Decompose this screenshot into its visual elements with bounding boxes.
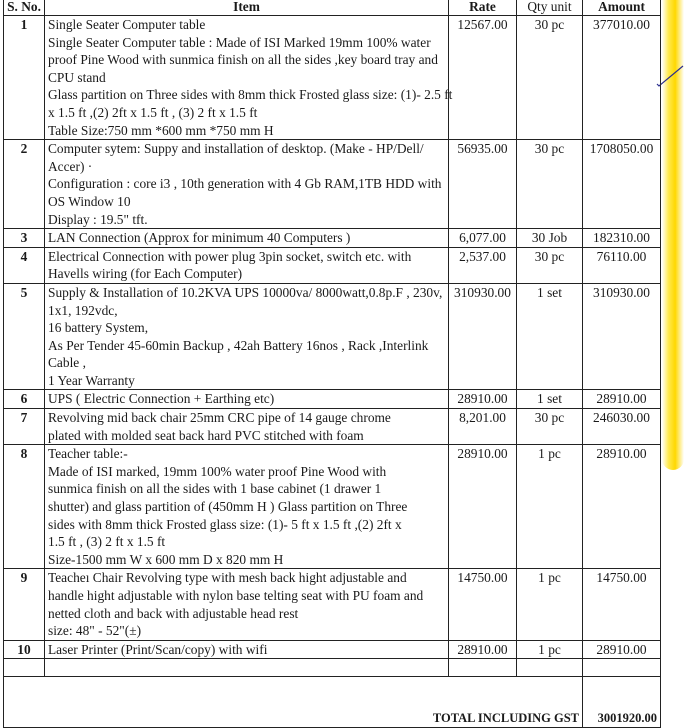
- row-item-description: [45, 16, 453, 140]
- table-row: [4, 569, 661, 640]
- bill-of-quantities-table: [3, 0, 661, 728]
- row-amount: 28910.00: [583, 390, 661, 409]
- total-label: TOTAL INCLUDING GST: [4, 677, 583, 728]
- item-line: sides with 8mm thick Frosted glass size: (1)- 5 ft x 1.5 ft ,(2) 2ft x: [48, 516, 402, 532]
- total-row: [4, 677, 661, 728]
- item-line: 1x1, 192vdc,: [48, 302, 118, 318]
- blank-cell: [4, 659, 45, 677]
- row-qty-unit: 1 set: [517, 283, 583, 390]
- row-rate: 28910.00: [449, 445, 517, 569]
- item-line: Electrical Connection with power plug 3pin socket, switch etc. with: [48, 248, 412, 264]
- row-qty-unit: 30 pc: [517, 16, 583, 140]
- item-line: OS Window 10: [48, 193, 131, 209]
- blank-cell: [45, 659, 449, 677]
- row-amount: 14750.00: [583, 569, 661, 640]
- item-line: LAN Connection (Approx for minimum 40 Computers ): [48, 230, 351, 246]
- row-sno: 2: [4, 140, 45, 229]
- item-line: proof Pine Wood with sunmica finish on all the sides ,key board tray and: [48, 52, 438, 68]
- table-row: [4, 247, 661, 283]
- row-sno: 1: [4, 16, 45, 140]
- item-line: Display : 19.5" tft.: [48, 211, 148, 227]
- item-line: Made of ISI marked, 19mm 100% water proof Pine Wood with: [48, 463, 387, 479]
- row-qty-unit: 1 pc: [517, 569, 583, 640]
- row-qty-unit: 30 pc: [517, 247, 583, 283]
- row-sno: 10: [4, 640, 45, 659]
- table-row: [4, 283, 661, 390]
- row-qty-unit: 30 pc: [517, 409, 583, 445]
- table-row: [4, 390, 661, 409]
- item-line: Glass partition on Three sides with 8mm thick Frosted glass size: (1)- 2.5 ft: [48, 87, 453, 103]
- item-line: Revolving mid back chair 25mm CRC pipe of 14 gauge chrome: [48, 410, 391, 426]
- header-sno: S. No.: [4, 0, 45, 16]
- row-amount: 310930.00: [583, 283, 661, 390]
- row-sno: 7: [4, 409, 45, 445]
- item-line: Computer sytem: Suppy and installation of desktop. (Make - HP/Dell/: [48, 141, 424, 157]
- row-item-description: [45, 140, 449, 229]
- item-line: shutter) and glass partition of (450mm H ) Glass partition on Three: [48, 499, 408, 515]
- header-rate: Rate: [449, 0, 517, 16]
- row-qty-unit: 30 pc: [517, 140, 583, 229]
- table-row: [4, 229, 661, 248]
- item-line: Supply & Installation of 10.2KVA UPS 10000va/ 8000watt,0.8p.F , 230v,: [48, 284, 443, 300]
- row-rate: 14750.00: [449, 569, 517, 640]
- row-item-description: [45, 390, 449, 409]
- item-line: Configuration : core i3 , 10th generation with 4 Gb RAM,1TB HDD with: [48, 176, 442, 192]
- row-rate: 28910.00: [449, 640, 517, 659]
- row-rate: 2,537.00: [449, 247, 517, 283]
- item-line: 16 battery System,: [48, 320, 149, 336]
- item-line: UPS ( Electric Connection + Earthing etc): [48, 391, 275, 407]
- item-line: handle hight adjustable with nylon base telting seat with PU foam and: [48, 588, 424, 603]
- blank-cell: [583, 659, 661, 677]
- item-line: Single Seater Computer table: [48, 17, 206, 32]
- row-rate: 28910.00: [449, 390, 517, 409]
- row-qty-unit: 1 set: [517, 390, 583, 409]
- row-amount: 246030.00: [583, 409, 661, 445]
- row-sno: 3: [4, 229, 45, 248]
- row-amount: 76110.00: [583, 247, 661, 283]
- header-qty: Qty unit: [517, 0, 583, 16]
- row-item-description: [45, 229, 449, 248]
- row-rate: 12567.00: [449, 16, 517, 140]
- row-item-description: [45, 247, 449, 283]
- item-line: 1.5 ft , (3) 2 ft x 1.5 ft: [48, 534, 166, 550]
- item-line: Cable ,: [48, 355, 86, 371]
- blank-cell: [517, 659, 583, 677]
- row-item-description: [45, 640, 449, 659]
- item-line: 1 Year Warranty: [48, 372, 135, 388]
- row-item-description: [45, 569, 449, 640]
- row-sno: 6: [4, 390, 45, 409]
- item-line: Laser Printer (Print/Scan/copy) with wifi: [48, 641, 268, 657]
- item-line: As Per Tender 45-60min Backup , 42ah Battery 16nos , Rack ,Interlink: [48, 337, 429, 353]
- row-rate: 8,201.00: [449, 409, 517, 445]
- row-sno: 5: [4, 283, 45, 390]
- blank-row: [4, 659, 661, 677]
- row-amount: 28910.00: [583, 445, 661, 569]
- item-line: size: 48" - 52"(±): [48, 623, 142, 639]
- item-line: Havells wiring (for Each Computer): [48, 266, 243, 282]
- row-rate: 6,077.00: [449, 229, 517, 248]
- header-item: Item: [45, 0, 449, 16]
- row-amount: 28910.00: [583, 640, 661, 659]
- row-amount: 377010.00: [583, 16, 661, 140]
- item-line: Single Seater Computer table : Made of ISI Marked 19mm 100% water: [48, 34, 431, 50]
- item-line: Table Size:750 mm *600 mm *750 mm H: [48, 122, 274, 138]
- item-line: Teacheı Chair Revolving type with mesh back hight adjustable and: [48, 570, 407, 586]
- header-row: [4, 0, 661, 16]
- item-line: x 1.5 ft ,(2) 2ft x 1.5 ft , (3) 2 ft x 1.5 ft: [48, 104, 258, 120]
- total-value: 3001920.00: [583, 677, 661, 728]
- row-qty-unit: 30 Job: [517, 229, 583, 248]
- item-line: Size-1500 mm W x 600 mm D x 820 mm H: [48, 551, 284, 567]
- blank-cell: [449, 659, 517, 677]
- item-line: netted cloth and back with adjustable head rest: [48, 605, 299, 621]
- item-line: Teacher table:-: [48, 446, 128, 462]
- item-line: sunmica finish on all the sides with 1 base cabinet (1 drawer 1: [48, 481, 382, 497]
- table-row: [4, 16, 661, 140]
- row-item-description: [45, 445, 449, 569]
- item-line: plated with molded seat back hard PVC stitched with foam: [48, 427, 364, 443]
- row-qty-unit: 1 pc: [517, 445, 583, 569]
- table-row: [4, 445, 661, 569]
- row-sno: 8: [4, 445, 45, 569]
- row-qty-unit: 1 pc: [517, 640, 583, 659]
- table-row: [4, 140, 661, 229]
- header-amount: Amount: [583, 0, 661, 16]
- row-amount: 182310.00: [583, 229, 661, 248]
- table-row: [4, 409, 661, 445]
- row-rate: 310930.00: [449, 283, 517, 390]
- row-sno: 4: [4, 247, 45, 283]
- table-row: [4, 640, 661, 659]
- item-line: Accer) ·: [48, 158, 93, 174]
- row-item-description: [45, 409, 449, 445]
- item-line: CPU stand: [48, 69, 106, 85]
- row-rate: 56935.00: [449, 140, 517, 229]
- row-sno: 9: [4, 569, 45, 640]
- row-amount: 1708050.00: [583, 140, 661, 229]
- row-item-description: [45, 283, 449, 390]
